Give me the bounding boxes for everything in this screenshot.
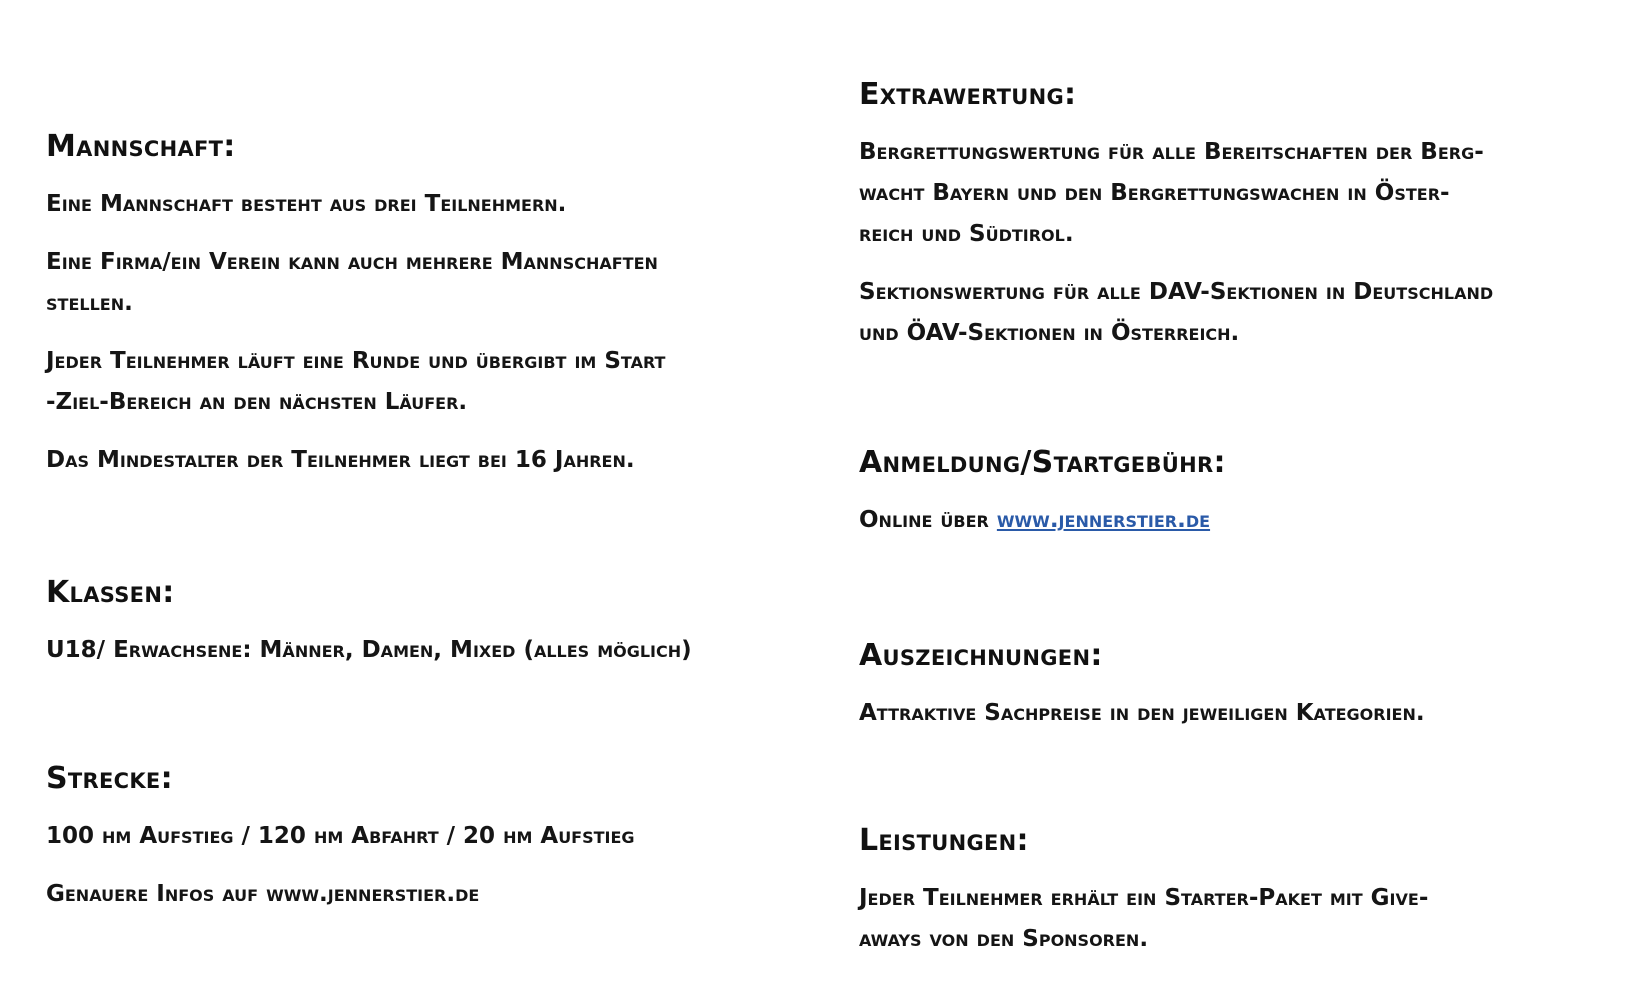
jennerstier-link[interactable]: www.jennerstier.de xyxy=(996,507,1211,533)
anmeldung-prefix: Online über xyxy=(859,507,989,533)
extrawertung-text-1c: reich und Südtirol. xyxy=(859,221,1074,247)
heading-auszeichnungen: Auszeichnungen: xyxy=(859,638,1103,673)
heading-anmeldung: Anmeldung/Startgebühr: xyxy=(859,445,1226,480)
extrawertung-text-2b: und ÖAV-Sektionen in Österreich. xyxy=(859,320,1240,346)
leistungen-text-1a: Jeder Teilnehmer erhält ein Starter-Paket mit Give- xyxy=(859,885,1429,911)
heading-klassen: Klassen: xyxy=(46,575,175,610)
mannschaft-text-3b: -Ziel-Bereich an den nächsten Läufer. xyxy=(46,389,468,415)
klassen-text-1: U18/ Erwachsene: Männer, Damen, Mixed (alles möglich) xyxy=(46,637,692,663)
section-extrawertung xyxy=(859,76,1639,354)
section-klassen xyxy=(46,574,836,671)
heading-mannschaft: Mannschaft: xyxy=(46,129,236,164)
strecke-text-2: Genauere Infos auf www.jennerstier.de xyxy=(46,881,480,907)
mannschaft-text-2a: Eine Firma/ein Verein kann auch mehrere Mannschaften xyxy=(46,249,658,275)
mannschaft-text-4: Das Mindestalter der Teilnehmer liegt bei 16 Jahren. xyxy=(46,447,635,473)
extrawertung-text-2a: Sektionswertung für alle DAV-Sektionen in Deutschland xyxy=(859,279,1494,305)
extrawertung-text-1b: wacht Bayern und den Bergrettungswachen in Öster- xyxy=(859,180,1450,206)
section-mannschaft xyxy=(46,128,836,481)
section-auszeichnungen xyxy=(859,637,1639,734)
auszeichnungen-text-1: Attraktive Sachpreise in den jeweiligen Kategorien. xyxy=(859,700,1425,726)
section-anmeldung xyxy=(859,444,1639,541)
mannschaft-text-1: Eine Mannschaft besteht aus drei Teilnehmern. xyxy=(46,191,567,217)
mannschaft-text-2b: stellen. xyxy=(46,290,133,316)
strecke-text-1: 100 hm Aufstieg / 120 hm Abfahrt / 20 hm Aufstieg xyxy=(46,823,635,849)
heading-leistungen: Leistungen: xyxy=(859,823,1029,858)
heading-strecke: Strecke: xyxy=(46,761,173,796)
section-leistungen xyxy=(859,822,1639,960)
mannschaft-text-3a: Jeder Teilnehmer läuft eine Runde und übergibt im Start xyxy=(46,348,666,374)
leistungen-text-1b: aways von den Sponsoren. xyxy=(859,926,1149,952)
heading-extrawertung: Extrawertung: xyxy=(859,77,1077,112)
extrawertung-text-1a: Bergrettungswertung für alle Bereitschaften der Berg- xyxy=(859,139,1484,165)
section-strecke xyxy=(46,760,836,915)
anmeldung-text-1 xyxy=(859,500,1639,541)
